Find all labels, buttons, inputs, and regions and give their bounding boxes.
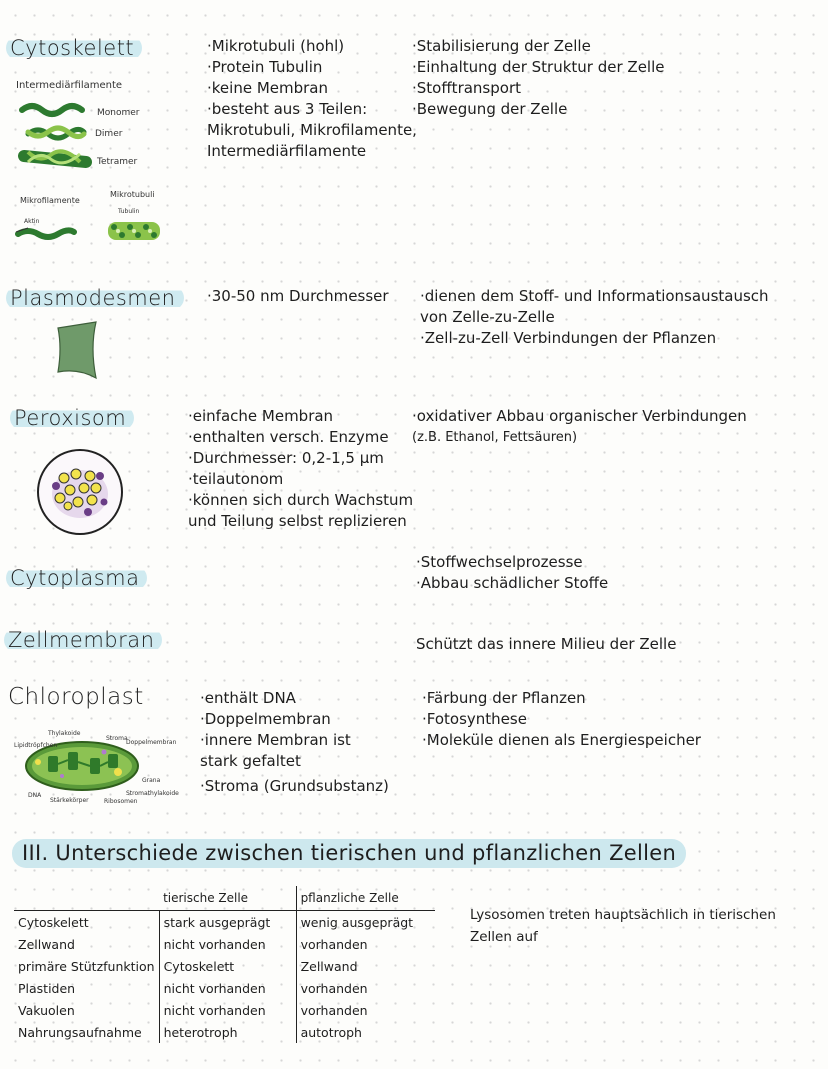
cytoplasma-function: ·Stoffwechselprozesse — [416, 553, 583, 571]
table-cell: Vakuolen — [14, 999, 159, 1021]
zellmembran-function: Schützt das innere Milieu der Zelle — [416, 635, 677, 653]
peroxisom-function: ·oxidativer Abbau organischer Verbindungen — [412, 407, 747, 425]
actin-filament-icon — [14, 222, 78, 244]
cytoskelett-functions — [412, 36, 665, 120]
fig-label-stromathylakoide: Stromathylakoide — [126, 790, 179, 797]
peroxisom-function: (z.B. Ethanol, Fettsäuren) — [412, 430, 578, 445]
table-header-cell: tierische Zelle — [159, 886, 296, 911]
cytoskelett-function: ·Einhaltung der Struktur der Zelle — [412, 58, 665, 76]
fig-label-intermediaerfilamente: Intermediärfilamente — [16, 80, 123, 91]
cytoskelett-prop: ·keine Membran — [207, 79, 328, 97]
table-row — [14, 911, 435, 934]
table-cell: stark ausgeprägt — [159, 911, 296, 934]
fig-label-thylakoide: Thylakoide — [48, 730, 81, 737]
cytoskelett-prop: ·Protein Tubulin — [207, 58, 323, 76]
chloroplast-prop: ·Stroma (Grundsubstanz) — [200, 777, 389, 795]
table-cell: autotroph — [300, 1024, 362, 1040]
zellmembran-title: Zellmembran — [4, 628, 162, 652]
fig-label-lipidtropfen: Lipidtröpfchen — [14, 742, 58, 749]
plasmodesmen-properties — [207, 286, 389, 307]
table-cell: Cytoskelett — [159, 955, 296, 977]
monomer-icon — [22, 106, 82, 114]
table-cell: Cytoskelett — [14, 911, 159, 934]
cytoskelett-prop: Intermediärfilamente — [207, 142, 367, 160]
peroxisom-prop: ·einfache Membran — [188, 407, 334, 425]
plasmodesmen-prop: ·30-50 nm Durchmesser — [207, 287, 389, 305]
table-cell: vorhanden — [300, 936, 368, 952]
cytoplasma-title: Cytoplasma — [6, 566, 147, 590]
cytoskelett-function: ·Bewegung der Zelle — [412, 100, 568, 118]
cytoskelett-prop: ·Mikrotubuli (hohl) — [207, 37, 345, 55]
table-cell: Nahrungsaufnahme — [14, 1021, 159, 1043]
peroxisom-prop: ·können sich durch Wachstum — [188, 491, 414, 509]
chloroplast-prop: ·Doppelmembran — [200, 710, 331, 728]
table-cell: primäre Stützfunktion — [14, 955, 159, 977]
peroxisom-prop: und Teilung selbst replizieren — [188, 512, 407, 530]
fig-label-dna: DNA — [28, 792, 42, 799]
chloroplast-prop: stark gefaltet — [200, 752, 301, 770]
table-cell: nicht vorhanden — [159, 977, 296, 999]
table-cell: vorhanden — [300, 1002, 368, 1018]
table-row — [14, 955, 435, 977]
plasmodesmen-illustration — [52, 318, 102, 382]
table-cell: nicht vorhanden — [159, 999, 296, 1021]
cytoskelett-prop: ·besteht aus 3 Teilen: — [207, 100, 368, 118]
cytoskelett-function: ·Stofftransport — [412, 79, 521, 97]
cytoskelett-properties — [207, 36, 417, 162]
fig-label-stroma: Stroma — [106, 735, 128, 742]
dimer-icon — [28, 128, 84, 138]
chloroplast-function: ·Moleküle dienen als Energiespeicher — [422, 731, 701, 749]
table-cell: heterotroph — [159, 1021, 296, 1043]
chloroplast-functions — [422, 688, 701, 751]
chloroplast-title: Chloroplast — [8, 684, 144, 710]
table-cell: Zellwand — [300, 958, 358, 974]
fig-label-dimer: Dimer — [95, 129, 123, 139]
lysosomen-note — [470, 904, 776, 948]
peroxisom-properties — [188, 406, 413, 532]
cytoskelett-function: ·Stabilisierung der Zelle — [412, 37, 591, 55]
plasmodesmen-function: ·Zell-zu-Zell Verbindungen der Pflanzen — [420, 329, 717, 347]
table-row — [14, 1021, 435, 1043]
chloroplast-function: ·Färbung der Pflanzen — [422, 689, 586, 707]
fig-label-aktin: Aktin — [24, 218, 40, 225]
tetramer-icon — [24, 151, 86, 163]
lysosomen-note-line: Zellen auf — [470, 929, 538, 945]
fig-label-ribosomen: Ribosomen — [104, 798, 138, 805]
fig-label-doppelmembran: Doppelmembran — [126, 739, 177, 746]
peroxisom-functions — [412, 406, 747, 448]
table-row — [14, 999, 435, 1021]
peroxisom-title: Peroxisom — [10, 406, 134, 430]
microtubule-icon — [104, 216, 164, 246]
chloroplast-function: ·Fotosynthese — [422, 710, 527, 728]
comparison-table — [14, 886, 435, 1043]
plasmodesmen-function: von Zelle-zu-Zelle — [420, 308, 555, 326]
fig-label-mikrotubuli: Mikrotubuli — [110, 190, 155, 199]
intermediate-filament-illustration — [18, 96, 102, 176]
peroxisom-prop: ·Durchmesser: 0,2-1,5 µm — [188, 449, 384, 467]
chloroplast-prop: ·innere Membran ist — [200, 731, 351, 749]
table-header-cell — [14, 886, 159, 911]
fig-label-monomer: Monomer — [97, 108, 140, 118]
plasmodesmen-function: ·dienen dem Stoff- und Informationsaustausch — [420, 287, 769, 305]
chloroplast-properties — [200, 688, 389, 797]
table-cell: nicht vorhanden — [159, 933, 296, 955]
peroxisom-prop: ·teilautonom — [188, 470, 284, 488]
zellmembran-functions — [416, 634, 676, 655]
fig-label-tetramer: Tetramer — [97, 157, 138, 167]
cytoplasma-function: ·Abbau schädlicher Stoffe — [416, 574, 609, 592]
section-heading: III. Unterschiede zwischen tierischen und pflanzlichen Zellen — [12, 839, 686, 868]
table-row — [14, 977, 435, 999]
table-row — [14, 933, 435, 955]
lysosomen-note-line: Lysosomen treten hauptsächlich in tierischen — [470, 907, 776, 923]
table-cell: wenig ausgeprägt — [296, 911, 435, 934]
chloroplast-prop: ·enthält DNA — [200, 689, 296, 707]
plasmodesmen-functions — [420, 286, 769, 349]
table-cell: Plastiden — [14, 977, 159, 999]
fig-label-grana: Grana — [142, 777, 161, 784]
plasmodesmen-title: Plasmodesmen — [6, 286, 184, 310]
fig-label-tubulin: Tubulin — [118, 208, 140, 215]
fig-label-mikrofilamente: Mikrofilamente — [20, 196, 80, 205]
table-header-cell: pflanzliche Zelle — [296, 886, 435, 911]
peroxisom-illustration — [34, 446, 126, 538]
fig-label-staerkekoerper: Stärkekörper — [50, 797, 89, 804]
table-header-row — [14, 886, 435, 911]
cytoskelett-title: Cytoskelett — [6, 36, 142, 60]
table-cell: Zellwand — [14, 933, 159, 955]
cytoplasma-functions — [416, 552, 608, 594]
peroxisom-prop: ·enthalten versch. Enzyme — [188, 428, 389, 446]
table-cell: vorhanden — [300, 980, 368, 996]
cytoskelett-prop: Mikrotubuli, Mikrofilamente, — [207, 121, 417, 139]
